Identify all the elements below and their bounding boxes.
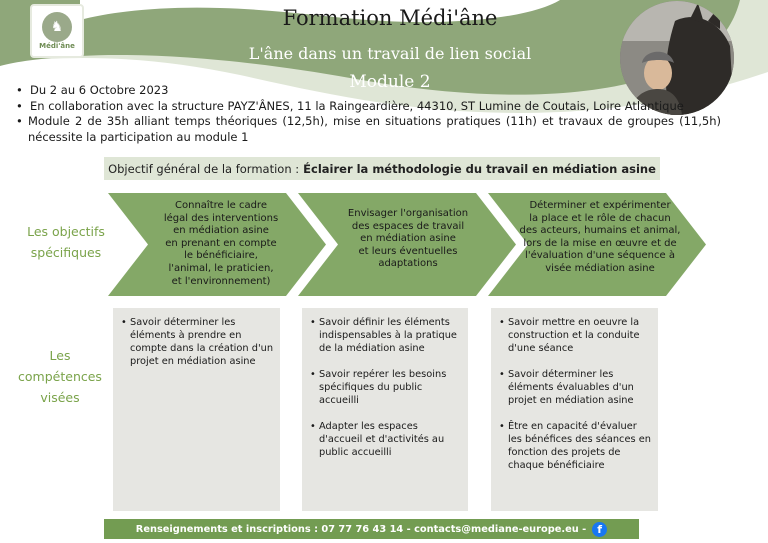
logo: [30, 4, 84, 58]
competence-box-1: [113, 308, 280, 511]
competence-item: • Savoir repérer les besoins spécifiques du public accueilli: [310, 368, 462, 407]
objective-3-line: la place et le rôle de chacun: [529, 212, 671, 224]
objective-3-line: visée médiation asine: [545, 262, 655, 274]
info-dates: • Du 2 au 6 Octobre 2023: [16, 83, 721, 99]
objective-3-line: lors de la mise en œuvre et de: [523, 237, 677, 249]
competence-item: • Savoir définir les éléments indispensables à la pratique de la médiation asine: [310, 316, 462, 355]
objectives-label-line2: spécifiques: [30, 245, 102, 260]
objectives-label-line1: Les objectifs: [27, 224, 105, 239]
objective-1-line: le bénéficiaire,: [184, 250, 258, 262]
facebook-icon[interactable]: f: [592, 522, 607, 537]
competence-item: • Savoir mettre en oeuvre la construction et la conduite d'une séance: [499, 316, 652, 355]
objective-1-line: en médiation asine: [173, 225, 269, 237]
objective-1-line: légal des interventions: [163, 212, 279, 224]
competences-label: [10, 345, 110, 408]
objectives-label: [16, 221, 116, 263]
logo-text: Médi'âne: [39, 41, 75, 50]
competences-label-line3: visées: [40, 390, 80, 405]
objective-1-line: et l'environnement): [171, 275, 271, 287]
objective-2-line: adaptations: [378, 258, 438, 270]
competences-label-line2: compétences: [18, 369, 102, 384]
competences-label-line1: Les: [49, 348, 71, 363]
module-title: Module 2: [349, 72, 431, 92]
objective-1-line: Connaître le cadre: [175, 200, 267, 211]
page-title: Formation Médi'âne: [282, 6, 498, 30]
page-subtitle: L'âne dans un travail de lien social: [248, 44, 532, 63]
objective-1-text: [146, 200, 296, 288]
footer-contact-bar: [104, 519, 639, 539]
objective-1-line: en prenant en compte: [165, 237, 277, 249]
objective-3-text: [512, 200, 688, 276]
objective-3-line: des acteurs, humains et animal,: [519, 225, 681, 237]
objective-1-line: l'animal, le praticien,: [168, 262, 274, 274]
competence-item: • Savoir déterminer les éléments évaluables d'un projet en médiation asine: [499, 368, 652, 407]
objective-2-line: Envisager l'organisation: [347, 208, 469, 219]
info-collaboration: • En collaboration avec la structure PAYZ'ÂNES, 11 la Raingeardière, 44310, ST Lumine de Coutais, Loire Atlantique: [16, 99, 721, 115]
objective-2-line: en médiation asine: [360, 233, 456, 245]
competence-item: • Savoir déterminer les éléments à prendre en compte dans la création d'un projet en médiation asine: [121, 316, 274, 368]
objective-3-line: Déterminer et expérimenter: [529, 200, 671, 211]
objective-2-line: des espaces de travail: [351, 220, 465, 232]
objective-2-text: [333, 208, 483, 271]
general-goal-banner: [104, 157, 660, 180]
info-list: [16, 83, 721, 145]
goal-label: Objectif général de la formation :: [108, 161, 300, 176]
competence-box-3: [491, 308, 658, 511]
objective-2-line: et leurs éventuelles: [358, 245, 458, 257]
info-module-description: • Module 2 de 35h alliant temps théoriques (12,5h), mise en situations pratiques (11h) et travaux de groupes (11,5h) nécessite la participation au module 1: [16, 114, 721, 145]
competence-box-2: [302, 308, 468, 511]
footer-contact-text: Renseignements et inscriptions : 07 77 76 43 14 - contacts@mediane-europe.eu -: [135, 523, 587, 535]
competence-item: • Être en capacité d'évaluer les bénéfices des séances en fonction des projets de chaque bénéficiaire: [499, 420, 652, 472]
competence-item: • Adapter les espaces d'accueil et d'activités au public accueilli: [310, 420, 462, 459]
goal-value: Éclairer la méthodologie du travail en médiation asine: [303, 161, 656, 176]
objective-3-line: l'évaluation d'une séquence à: [525, 250, 675, 262]
donkey-logo-icon: ♞: [42, 12, 72, 42]
